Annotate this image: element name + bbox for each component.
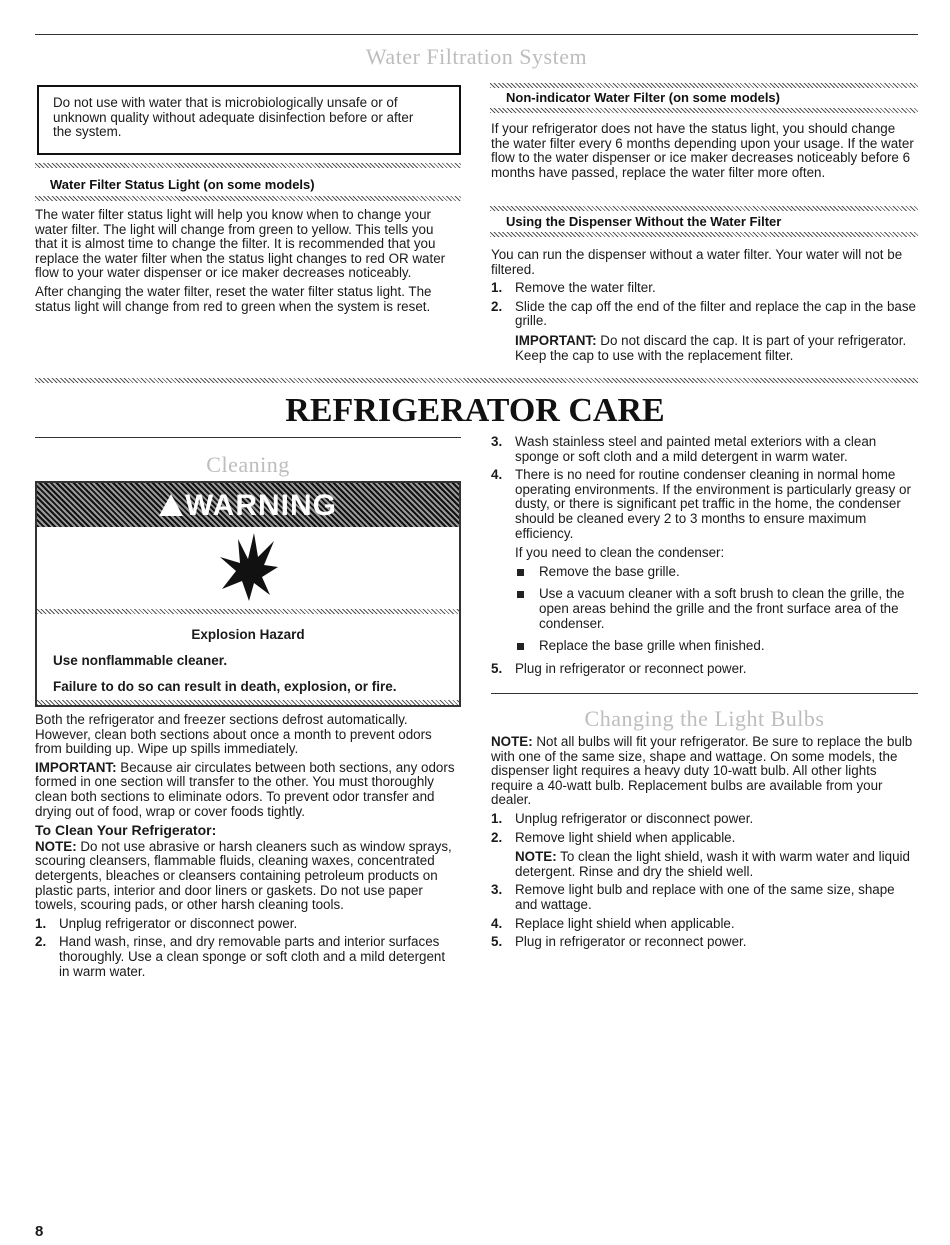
bulbs-body [491, 735, 919, 954]
water-filtration-title: Water Filtration System [365, 44, 588, 69]
step-number: 3. [491, 882, 503, 898]
non-indicator-body: If your refrigerator does not have the status light, you should change the water filter every 6 months depending upon your usage. If the water flow to the water dispenser or ice maker decreases noticeably before 6 months have passed, replace the water filter more often. [491, 121, 914, 180]
step-text: Unplug refrigerator or disconnect power. [59, 915, 298, 931]
without-filter-heading: Using the Dispenser Without the Water Filter [506, 214, 782, 229]
bullet-text: Replace the base grille when finished. [539, 638, 765, 654]
status-light-paragraph: The water filter status light will help you know when to change your water filter. The light will change from green to yellow. This tells you that it is almost time to change the filter. It is recommended that you replace the water filter when the status light changes to red OR water flow to your water dispenser or ice maker decreases noticeably. [35, 207, 446, 281]
cleaning-steps-right [491, 435, 919, 561]
cleaning-title: Cleaning [206, 452, 290, 477]
list-item [491, 565, 919, 580]
warning-box [35, 481, 461, 707]
list-item [35, 917, 455, 932]
important-label: IMPORTANT: [515, 332, 597, 348]
warning-line-1: Use nonflammable cleaner. [53, 653, 228, 668]
defrost-paragraph: Both the refrigerator and freezer sections defrost automatically. However, clean both sections about once a month to prevent odors from building up. Wipe up spills immediately. [35, 712, 432, 757]
safety-notice-box [37, 85, 461, 155]
list-item [491, 917, 919, 932]
to-clean-subheading: To Clean Your Refrigerator: [35, 822, 217, 839]
top-rule [35, 34, 918, 35]
step-text: Remove light shield when applicable. [515, 829, 736, 845]
cleaning-body [35, 713, 455, 983]
step-number: 4. [491, 915, 503, 931]
warning-triangle-icon [159, 494, 183, 516]
bulbs-steps [491, 812, 919, 950]
step-text: Remove the water filter. [515, 280, 656, 296]
condenser-intro: If you need to clean the condenser: [515, 545, 725, 561]
warning-hazard-title: Explosion Hazard [191, 627, 305, 642]
hatch-divider [35, 163, 461, 168]
step-number: 5. [491, 660, 503, 676]
bulbs-title: Changing the Light Bulbs [584, 706, 825, 731]
hatch-divider [490, 83, 918, 88]
important-text: Because air circulates between both sections, any odors formed in one section will transfer to the other. You must thoroughly clean both sections to eliminate odors. To prevent odor transfer and drying out of food, wrap or cover foods tightly. [35, 759, 455, 819]
note-label: NOTE: [35, 838, 77, 854]
important-paragraph [35, 761, 455, 819]
hatch-divider [35, 378, 918, 383]
cleaning-steps-left [35, 917, 455, 979]
step-text: Remove light bulb and replace with one of the same size, shape and wattage. [515, 882, 895, 912]
step-number: 2. [491, 298, 503, 314]
step-text: Plug in refrigerator or reconnect power. [515, 660, 747, 676]
step-number: 1. [491, 280, 503, 296]
step-number: 2. [35, 934, 47, 950]
bullet-text: Use a vacuum cleaner with a soft brush to clean the grille, the open areas behind the grille and the front surface area of the condenser. [539, 586, 905, 631]
step-text: Unplug refrigerator or disconnect power. [515, 810, 754, 826]
step-text: Wash stainless steel and painted metal exteriors with a clean sponge or soft cloth and a mild detergent in warm water. [515, 434, 877, 464]
note-text: To clean the light shield, wash it with warm water and liquid detergent. Rinse and dry the shield well. [515, 849, 910, 879]
condenser-bullets [491, 565, 919, 654]
explosion-icon [218, 531, 280, 603]
bulbs-rule [491, 693, 918, 694]
step-number: 2. [491, 829, 503, 845]
status-light-reset-paragraph: After changing the water filter, reset the water filter status light. The status light will change from red to green when the system is reset. [35, 283, 432, 314]
bullet-text: Remove the base grille. [539, 563, 680, 579]
list-item [491, 587, 919, 631]
bullet-square-icon [517, 591, 524, 598]
hatch-divider [490, 232, 918, 237]
step-number: 3. [491, 434, 503, 449]
warning-text: WARNING [185, 489, 337, 522]
without-filter-paragraph: You can run the dispenser without a water filter. Your water will not be filtered. [491, 247, 903, 277]
list-item [491, 883, 919, 912]
hatch-divider [490, 206, 918, 211]
status-light-heading: Water Filter Status Light (on some models) [50, 177, 315, 192]
step-number: 1. [491, 810, 503, 826]
step-number: 4. [491, 467, 503, 483]
page-title: REFRIGERATOR CARE [285, 392, 665, 429]
hatch-divider [490, 108, 918, 113]
bullet-square-icon [517, 569, 524, 576]
step-text: Slide the cap off the end of the filter and replace the cap in the base grille. [515, 298, 917, 329]
list-item [491, 639, 919, 654]
important-text: Do not discard the cap. It is part of your refrigerator. Keep the cap to use with the replacement filter. [515, 332, 907, 363]
hatch-divider [37, 609, 459, 614]
hatch-divider [37, 700, 459, 705]
note-label: NOTE: [515, 849, 557, 865]
step-text: Replace light shield when applicable. [515, 915, 735, 931]
bulbs-note-paragraph [491, 735, 919, 808]
list-item [491, 812, 919, 827]
note-text: Do not use abrasive or harsh cleaners such as window sprays, scouring cleansers, flammable fluids, cleaning waxes, concentrated detergents, bleaches or cleansers containing petroleum products on plastic parts, interior and door liners or gaskets. Do not use paper towels, scouring pads, or other harsh cleaning tools. [35, 838, 452, 913]
safety-notice-text: Do not use with water that is microbiologically unsafe or of unknown quality without adequate disinfection before or after the system. [53, 95, 414, 140]
list-item [491, 831, 919, 880]
without-filter-body [491, 248, 919, 367]
cleaning-rule [35, 437, 461, 438]
step-text: Hand wash, rinse, and dry removable parts and interior surfaces thoroughly. Use a clean sponge or soft cloth and a mild detergent in warm water. [59, 934, 446, 979]
note-text: Not all bulbs will fit your refrigerator. Be sure to replace the bulb with one of the same size, shape and wattage. On some models, the dispenser light requires a heavy duty 10-watt bulb. All other lights require a 40-watt bulb. Replacement bulbs are available from your dealer. [491, 734, 913, 808]
list-item [491, 281, 919, 296]
important-note [515, 334, 919, 363]
non-indicator-heading: Non-indicator Water Filter (on some models) [506, 90, 780, 105]
list-item [491, 300, 919, 363]
step-text: Plug in refrigerator or reconnect power. [515, 934, 747, 950]
step-number: 5. [491, 934, 503, 950]
cleaning-body-continued [491, 435, 919, 680]
note-paragraph [35, 840, 455, 913]
list-item [491, 468, 919, 561]
list-item [491, 435, 919, 464]
bulbs-step-note [515, 850, 919, 879]
note-label: NOTE: [491, 734, 533, 749]
warning-label [37, 489, 459, 523]
list-item [491, 662, 919, 677]
hatch-divider [35, 196, 461, 201]
step-text: There is no need for routine condenser cleaning in normal home operating environments. If the environment is particularly greasy or dusty, or there is significant pet traffic in the home, the condenser should be cleaned every 2 to 3 months to ensure maximum efficiency. [515, 467, 911, 541]
list-item [35, 935, 455, 979]
bullet-square-icon [517, 643, 524, 650]
list-item [491, 935, 919, 950]
page-number: 8 [35, 1223, 44, 1240]
status-light-body [35, 208, 455, 318]
important-label: IMPORTANT: [35, 759, 117, 775]
warning-line-2: Failure to do so can result in death, explosion, or fire. [53, 679, 397, 694]
cleaning-steps-final [491, 662, 919, 677]
step-number: 1. [35, 915, 47, 931]
without-filter-steps [491, 281, 919, 363]
